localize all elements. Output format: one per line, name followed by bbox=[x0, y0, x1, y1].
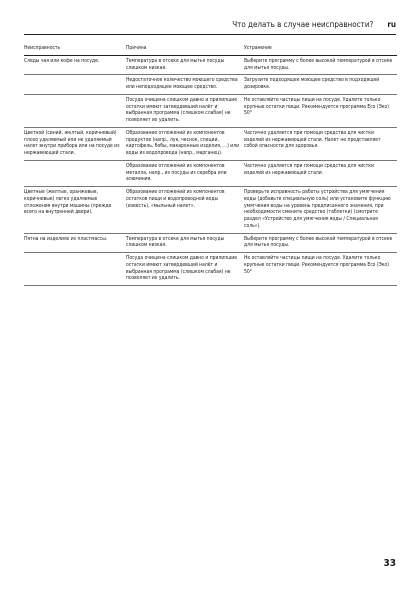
column-header-problem: Неисправность bbox=[24, 43, 126, 55]
table-header-row bbox=[24, 43, 397, 55]
cause-cell: Посуда очищена слишком давно и прилипшие остатки имеют затвердевший налёт и выбранная программа (слишком слабая) не позволяет их удалить. bbox=[126, 253, 244, 286]
solution-cell: Не оставляйте частицы пищи на посуде. Удалите только крупные остатки пищи. Рекомендуется программа Eco (Эко) 50° bbox=[244, 94, 397, 127]
problem-cell bbox=[24, 94, 126, 127]
problem-cell: Пятна на изделиях из пластмассы. bbox=[24, 233, 126, 253]
solution-cell: Выберите программу с более высокой температурой в отсеке для мытья посуды. bbox=[244, 55, 397, 75]
cause-cell: Образование отложений из компонентов металла, напр., из посуды из серебра или алюминия. bbox=[126, 160, 244, 186]
problem-cell bbox=[24, 160, 126, 186]
cause-cell: Образование отложений из компонентов остатков пищи и водопроводной воды (известь), «мыльный налет». bbox=[126, 187, 244, 234]
table-row bbox=[24, 94, 397, 127]
column-header-cause: Причина bbox=[126, 43, 244, 55]
header-title: Что делать в случае неисправности? bbox=[232, 20, 374, 29]
solution-cell: Частично удаляется при помощи средства для чистки изделий из нержавеющей стали. Налет не представляет собой опасности для здоровья. bbox=[244, 127, 397, 160]
problem-cell: Следы чая или кофе на посуде. bbox=[24, 55, 126, 75]
header-rule bbox=[24, 34, 396, 35]
solution-cell: Не оставляйте частицы пищи на посуде. Удалите только крупные остатки пищи. Рекомендуется программа Eco (Эко) 50° bbox=[244, 253, 397, 286]
solution-cell: Выберите программу с более высокой температурой в отсеке для мытья посуды. bbox=[244, 233, 397, 253]
problem-cell: Цветной (синий, желтый, коричневый) плохо удаляемый или не удаляемый налет внутри прибора или на посуде из нержавеющей стали. bbox=[24, 127, 126, 160]
page-header bbox=[232, 20, 396, 29]
cause-cell: Образование отложений из компонентов продуктов (напр., лук, чеснок, специи, картофель, бобы, макаронные изделия, ...) или воды из водопровода (напр., марганец). bbox=[126, 127, 244, 160]
table-row bbox=[24, 253, 397, 286]
cause-cell: Посуда очищена слишком давно и прилипшие остатки имеют затвердевший налёт и выбранная программа (слишком слабая) не позволяет их удалить. bbox=[126, 94, 244, 127]
column-header-solution: Устранение bbox=[244, 43, 397, 55]
cause-cell: Температура в отсеке для мытья посуды слишком низкая. bbox=[126, 55, 244, 75]
solution-cell: Частично удаляется при помощи средства для чистки изделий из нержавеющей стали. bbox=[244, 160, 397, 186]
problem-cell: Цветные (желтые, оранжевые, коричневые) легко удаляемые отложения внутри машины (прежде всего на внутренней двери). bbox=[24, 187, 126, 234]
table-row bbox=[24, 233, 397, 253]
problem-cell bbox=[24, 75, 126, 95]
table-row bbox=[24, 127, 397, 160]
page-number: 33 bbox=[383, 558, 396, 569]
solution-cell: Проверьте исправность работы устройства для умягчения воды (добавьте специальную соль) или установите функцию умягчения воды на уровень предписанного значения, при необходимости смените средство (таблетки) (смотрите раздел «Устройство для умягчения воды / Специальная соль»). bbox=[244, 187, 397, 234]
language-code: ru bbox=[387, 20, 396, 29]
problem-cell bbox=[24, 253, 126, 286]
table-row bbox=[24, 187, 397, 234]
troubleshooting-table bbox=[24, 43, 397, 286]
cause-cell: Температура в отсеке для мытья посуды слишком низкая. bbox=[126, 233, 244, 253]
cause-cell: Недостаточное количество моющего средства или неподходящее моющее средство. bbox=[126, 75, 244, 95]
table-row bbox=[24, 75, 397, 95]
table-row bbox=[24, 160, 397, 186]
solution-cell: Загрузите подходящее моющее средство в подходящей дозировке. bbox=[244, 75, 397, 95]
table-row bbox=[24, 55, 397, 75]
